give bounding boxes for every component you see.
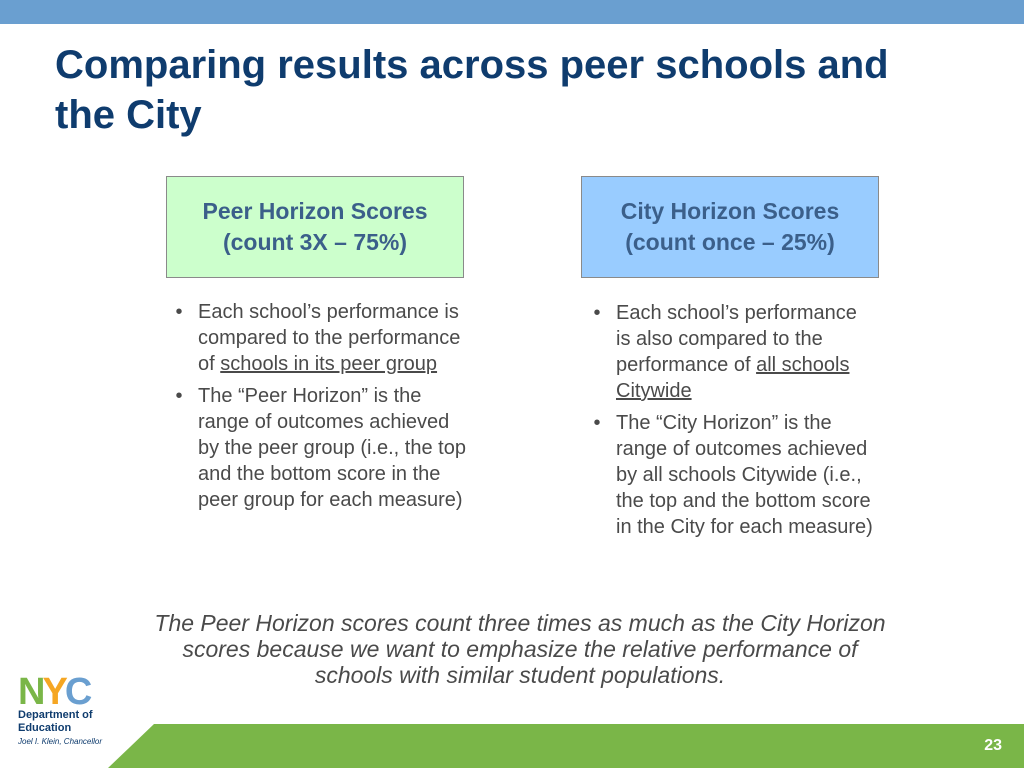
city-bullet-list [584, 300, 876, 546]
city-bullet-2-text: The “City Horizon” is the range of outcomes achieved by all schools Citywide (i.e., the top and the bottom score in the City for each measure) [616, 412, 873, 538]
bullet-dot-icon: • [175, 385, 183, 407]
logo-c: C [64, 673, 90, 707]
bullet-dot-icon: • [175, 301, 183, 323]
nyc-logo-mark [18, 673, 120, 707]
peer-bullet-1 [166, 299, 466, 377]
top-accent-bar [0, 0, 1024, 24]
logo-chancellor: Joel I. Klein, Chancellor [18, 737, 103, 746]
logo-department [18, 709, 138, 735]
svg-text:NYC [18, 673, 92, 707]
logo-n: N [18, 673, 43, 707]
peer-bullet-list [166, 299, 466, 519]
slide-caption: The Peer Horizon scores count three times as much as the City Horizon scores because we want to emphasize the relative performance of schools with similar student populations. [154, 610, 886, 688]
city-bullet-1-text: Each school’s performance is also compared to the performance of [616, 302, 857, 376]
logo-y: Y [42, 673, 65, 707]
bullet-dot-icon: • [593, 302, 601, 324]
peer-bullet-1-text: Each school’s performance is compared to the performance of [198, 301, 461, 375]
peer-bullet-2-text: The “Peer Horizon” is the range of outcomes achieved by the peer group (i.e., the top and the bottom score in the peer group for each measure) [198, 385, 466, 511]
city-bullet-2 [584, 410, 876, 540]
logo-line1: Department of [18, 709, 93, 721]
peer-box-line1: Peer Horizon Scores [202, 198, 428, 224]
peer-bullet-1-underlined: schools in its peer group [220, 353, 438, 375]
city-bullet-1 [584, 300, 876, 404]
bullet-dot-icon: • [593, 412, 601, 434]
page-number: 23 [984, 737, 1002, 754]
nyc-doe-logo [18, 673, 138, 753]
peer-horizon-box [166, 176, 464, 278]
bottom-accent-bar [108, 724, 1024, 768]
peer-box-line2: (count 3X – 75%) [222, 229, 408, 255]
city-bullet-1-underlined: all schools Citywide [616, 354, 850, 402]
city-horizon-box [581, 176, 879, 278]
peer-bullet-2 [166, 383, 466, 513]
slide-title: Comparing results across peer schools and the City [55, 43, 889, 137]
city-box-line2: (count once – 25%) [625, 229, 835, 255]
logo-line2: Education [18, 722, 72, 734]
city-box-line1: City Horizon Scores [620, 198, 840, 224]
